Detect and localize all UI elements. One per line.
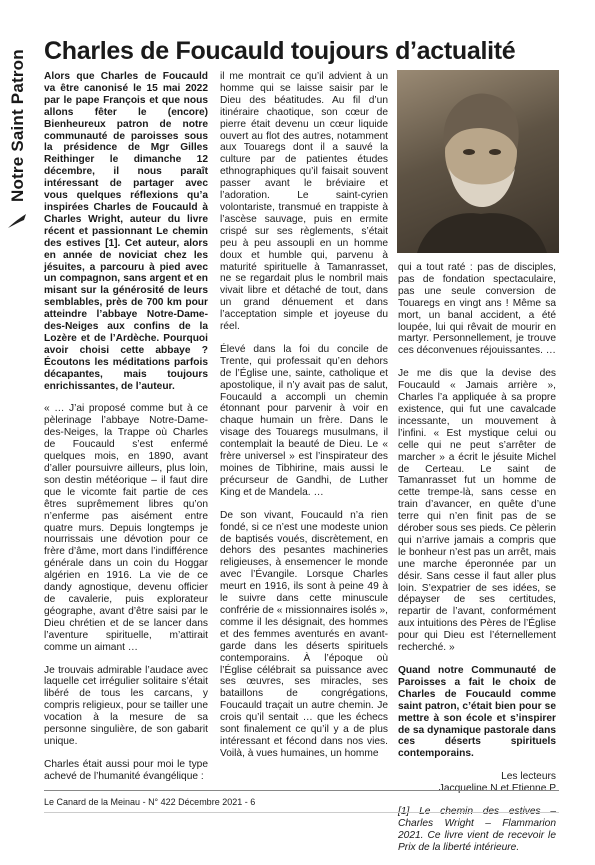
intro-paragraph: Alors que Charles de Foucauld va être canonisé le 15 mai 2022 par le pape François et que nous allons fêter le (encore) Bienheureux patron de notre communauté de paroisses sous la présidence de Mgr Gilles Reithinger le dimanche 12 décembre, il nous paraît intéressant de partager avec vous quelques réflexions qu’a inspirées Charles de Foucauld à Charles Wright, auteur du livre récent et passionnant Le chemin des estives [1]. Cet auteur, alors en année de noviciat chez les jésuites, a parcouru à pied avec un compagnon, sans argent et en misant sur la générosité de leurs semblables, près de 700 km pour atteindre l’abbaye Notre-Dame-des-Neiges aux confins de la Lozère et de l’Ardèche. Pourquoi avoir choisi cette abbaye ? Écoutons les méditations parfois décapantes, mais toujours enrichissantes, de l’auteur.	[44, 71, 208, 392]
swoosh-icon	[6, 212, 28, 230]
article-title: Charles de Foucauld toujours d’actualité	[44, 37, 516, 65]
column-2	[220, 71, 388, 771]
body-paragraph: Je trouvais admirable l’audace avec laquelle cet irrégulier solitaire s’était libéré de tous les carcans, y compris religieux, pour se tailler une vocation à la mesure de sa personne singulière, de son gabarit unique.	[44, 664, 208, 747]
signature-line-2: Jacqueline N et Etienne P	[438, 783, 556, 795]
sidebar-text: Notre Saint Patron	[8, 49, 27, 202]
signature-line-1: Les lecteurs	[501, 771, 556, 783]
quote-paragraph: « … J’ai proposé comme but à ce pèlerinage l’abbaye Notre-Dame-des-Neiges, la Trappe où Charles de Foucauld s’est enfermé quelques mois, en 1890, avant d’aller poursuivre ailleurs, plus loin, son destin météorique – il faut dire que le vicomte fait partie de ces êtres suprêmement libres qu’on n’enferme pas aisément entre quatre murs. Depuis longtemps je nourrissais une dévotion pour ce frère d’âme, mort dans l’indifférence générale dans un coin du Hoggar algérien en 1916. La vie de ce dandy agnostique, devenu officier de cavalerie, puis explorateur géographe, avant d’être saisi par le Dieu chrétien et de se lancer dans l’aventure spirituelle, m’attirait comme un aimant …	[44, 403, 208, 653]
portrait-illustration	[397, 70, 559, 253]
bottom-rule	[44, 812, 559, 813]
column-3	[398, 262, 556, 865]
body-paragraph: De son vivant, Foucauld n’a rien fondé, si ce n’est une modeste union de baptisés voués, discrètement, en dehors des pesantes machineries religieuses, à ensemencer le monde avec l’Évangile. Lorsque Charles meurt en 1916, ils sont à peine 49 à le suivre dans cette minuscule confrérie de « missionnaires isolés », comme il les désignait, des hommes et des femmes aventurés en avant-garde dans les déserts spirituels contemporains. À l’époque où l’Église célébrait sa puissance avec ses œuvres, ses miracles, ses bataillons de congrégations, Foucauld traçait un autre chemin. Je crois qu’il sentait … que les échecs sont finalement ce qu’il y a de plus intéressant et fécond dans nos vies. Voilà, à vues humaines, un homme	[220, 509, 388, 759]
body-paragraph: il me montrait ce qu’il advient à un homme qui se laisse saisir par le Dieu des béatitudes. Au fil d’un itinéraire chaotique, son cœur de pierre était devenu un cœur liquide ouvert au flot des autres, notamment aux Touaregs dont il a sauvé la culture par de patientes études ethnographiques qu’il faisait souvent passer avant le bréviaire et l’adoration. Le saint-cyrien volontariste, transmué en trappiste à l’ascèse sauvage, puis en ermite crispé sur ses règlements, s’était peu à peu assoupli en un homme doux et humble qui, parvenu à maturité spirituelle à Tamanrasset, ne se regardait plus le nombril mais vivait libre et détaché de tout, dans un grand dénuement et dans l’acceptation simple et joyeuse du réel.	[220, 71, 388, 333]
signature	[398, 771, 556, 795]
body-paragraph: Charles était aussi pour moi le type achevé de l’humanité évangélique :	[44, 758, 208, 782]
column-1	[44, 71, 208, 794]
body-paragraph: qui a tout raté : pas de disciples, pas de fondation spectaculaire, pas une seule conversion de Touaregs en vingt ans ! Même sa mort, un banal accident, a été loupée, lui qui rêvait de mourir en martyr. Personnellement, je trouve ces déconvenues réjouissantes. …	[398, 262, 556, 357]
conclusion-paragraph: Quand notre Communauté de Paroisses a fait le choix de Charles de Foucauld comme saint patron, c’était bien pour se mettre à son école et s’inspirer de sa dynamique pastorale dans ces déserts spirituels contemporains.	[398, 665, 556, 760]
body-paragraph: Je me dis que la devise des Foucauld « Jamais arrière », Charles l’a appliquée à sa propre existence, qui fut une cavalcade incessante, un mouvement à l’infini. « Est mystique celui ou celle qui ne peut s’arrêter de marcher » a écrit le jésuite Michel de Certeau. Le saint de Tamanrasset fut un homme de cette trempe-là, sans cesse en train d’avancer, en quête d’une terre qui n’en finit pas de se dérober sous ses pieds. Ce pèlerin qui n’arrive jamais a compris que le bonheur n’est pas un arrêt, mais une marche éperonnée par un désir. Sans cesse il faut aller plus loin. S’expatrier de ses idées, se dépayser de ses certitudes, repartir de l’avant, conformément aux intuitions des Pères de l’Église pour qui Dieu est l’éternellement recherché. »	[398, 368, 556, 654]
portrait-photo	[397, 70, 559, 253]
footnote: [1] Le chemin des estives – Charles Wright – Flammarion 2021. Ce livre vient de recevoir le Prix de la liberté intérieure.	[398, 806, 556, 853]
sidebar-label	[2, 38, 32, 218]
page-footer: Le Canard de la Meinau - N° 422 Décembre 2021 - 6	[44, 797, 256, 807]
body-paragraph: Élevé dans la foi du concile de Trente, qui professait qu’en dehors de l’Église une, sainte, catholique et apostolique, il n’y avait pas de salut, Foucauld a accompli un chemin étonnant pour parvenir à voir en chaque humain un frère. Dans le visage des Touaregs musulmans, il contemplait la beauté de Dieu. Le « frère universel » est l’inspirateur des moines de Tibhirine, mais aussi le précurseur de Gandhi, de Luther King et de Mandela. …	[220, 343, 388, 498]
footer-rule	[44, 790, 559, 791]
